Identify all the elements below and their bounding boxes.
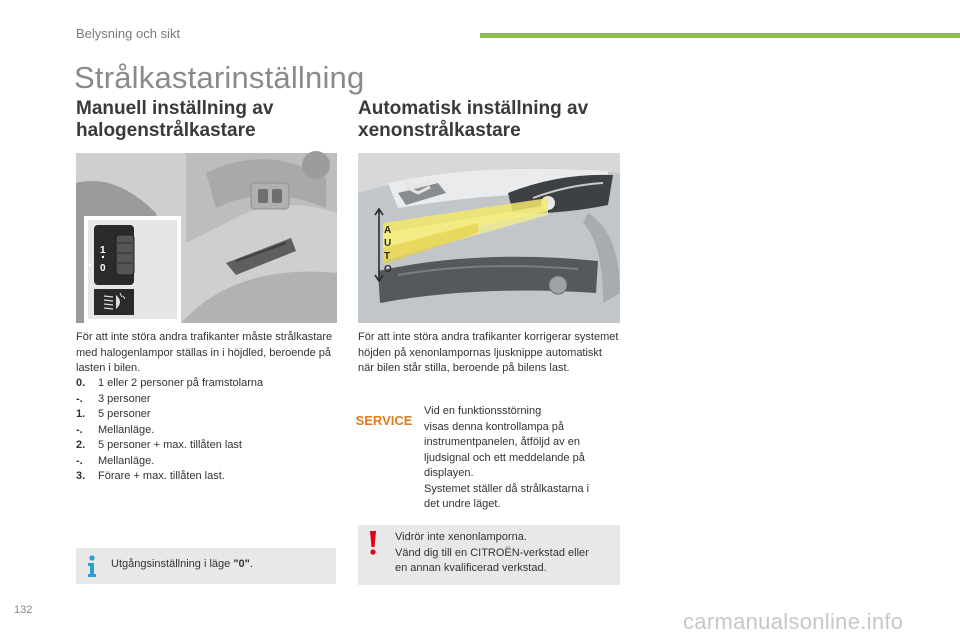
dashboard-illustration xyxy=(76,153,337,323)
service-description xyxy=(424,404,620,513)
list-item-text: 5 personer + max. tillåten last xyxy=(98,439,242,451)
info-icon xyxy=(84,554,100,578)
headlamp-dial-photo xyxy=(76,153,337,323)
warning-exclamation-icon xyxy=(366,530,380,556)
list-item-key: -. xyxy=(76,423,83,436)
list-item-key: 0. xyxy=(76,377,86,389)
list-item-key: 2. xyxy=(76,439,86,451)
header-accent-bar xyxy=(480,33,960,38)
car-front-illustration xyxy=(358,153,620,323)
left-title-line1: Manuell inställning av xyxy=(76,98,274,119)
left-intro: För att inte störa andra trafikanter måste strålkastare med halogenlampor ställas in i höjdled, beroende på lasten i bilen. xyxy=(76,331,333,374)
list-item xyxy=(76,423,336,439)
page-number: 132 xyxy=(14,604,33,616)
right-title-line1: Automatisk inställning av xyxy=(358,98,589,119)
auto-letter-a: A xyxy=(384,225,392,236)
car-headlight-photo xyxy=(358,153,620,323)
note-suffix: . xyxy=(249,558,253,570)
left-title-line2: halogenstrålkastare xyxy=(76,120,256,141)
info-note-text xyxy=(111,557,253,573)
service-badge-text: SERVICE xyxy=(355,413,413,428)
list-item-text: Mellanläge. xyxy=(98,454,155,467)
auto-letter-t: T xyxy=(384,251,391,262)
service-line: Systemet ställer då strålkastarna i xyxy=(424,482,590,495)
auto-letter-o: O xyxy=(384,264,392,275)
list-item xyxy=(76,376,336,392)
list-item-text: 5 personer xyxy=(98,408,151,420)
list-item xyxy=(76,438,336,454)
left-section-title xyxy=(76,98,273,142)
warning-line: Vidrör inte xenonlamporna. xyxy=(395,531,527,543)
list-item xyxy=(76,454,336,470)
warning-line: Vänd dig till en CITROËN-verkstad eller xyxy=(395,546,589,559)
note-prefix: Utgångsinställning i läge xyxy=(111,558,234,570)
list-item xyxy=(76,407,336,423)
page-title: Strålkastarinställning xyxy=(74,60,365,95)
dial-mark-bottom: 0 xyxy=(100,263,106,274)
list-item-text: 3 personer xyxy=(98,392,151,405)
right-title-line2: xenonstrålkastare xyxy=(358,120,521,141)
watermark: carmanualsonline.info xyxy=(683,609,904,634)
service-line: instrumentpanelen, åtföljd av en xyxy=(424,436,580,448)
service-warning-icon xyxy=(355,410,413,430)
auto-letter-u: U xyxy=(384,238,392,249)
warning-line: en annan kvalificerad verkstad. xyxy=(395,562,547,574)
list-item xyxy=(76,392,336,408)
list-item-key: 3. xyxy=(76,470,86,482)
dial-mark-top: 1 xyxy=(100,245,106,256)
service-line: ljudsignal och ett meddelande på xyxy=(424,451,585,464)
list-item-key: -. xyxy=(76,392,83,405)
list-item-key: -. xyxy=(76,454,83,467)
service-line: det undre läget. xyxy=(424,498,501,510)
service-line: displayen. xyxy=(424,467,474,479)
note-value: "0" xyxy=(233,558,250,570)
right-intro: För att inte störa andra trafikanter korrigerar systemet höjden på xenonlampornas ljusknippe automatiskt när bilen står stilla, beroende på bilens last. xyxy=(358,331,619,374)
load-position-list xyxy=(76,376,336,485)
right-section-title xyxy=(358,98,588,142)
list-item-text: Förare + max. tillåten last. xyxy=(98,470,225,482)
service-line: visas denna kontrollampa på xyxy=(424,420,565,433)
warning-note-text xyxy=(395,530,617,577)
list-item-key: 1. xyxy=(76,408,86,420)
list-item-text: 1 eller 2 personer på framstolarna xyxy=(98,377,264,389)
service-line: Vid en funktionsstörning xyxy=(424,405,542,417)
list-item-text: Mellanläge. xyxy=(98,423,155,436)
list-item xyxy=(76,469,336,485)
section-label: Belysning och sikt xyxy=(76,26,181,41)
